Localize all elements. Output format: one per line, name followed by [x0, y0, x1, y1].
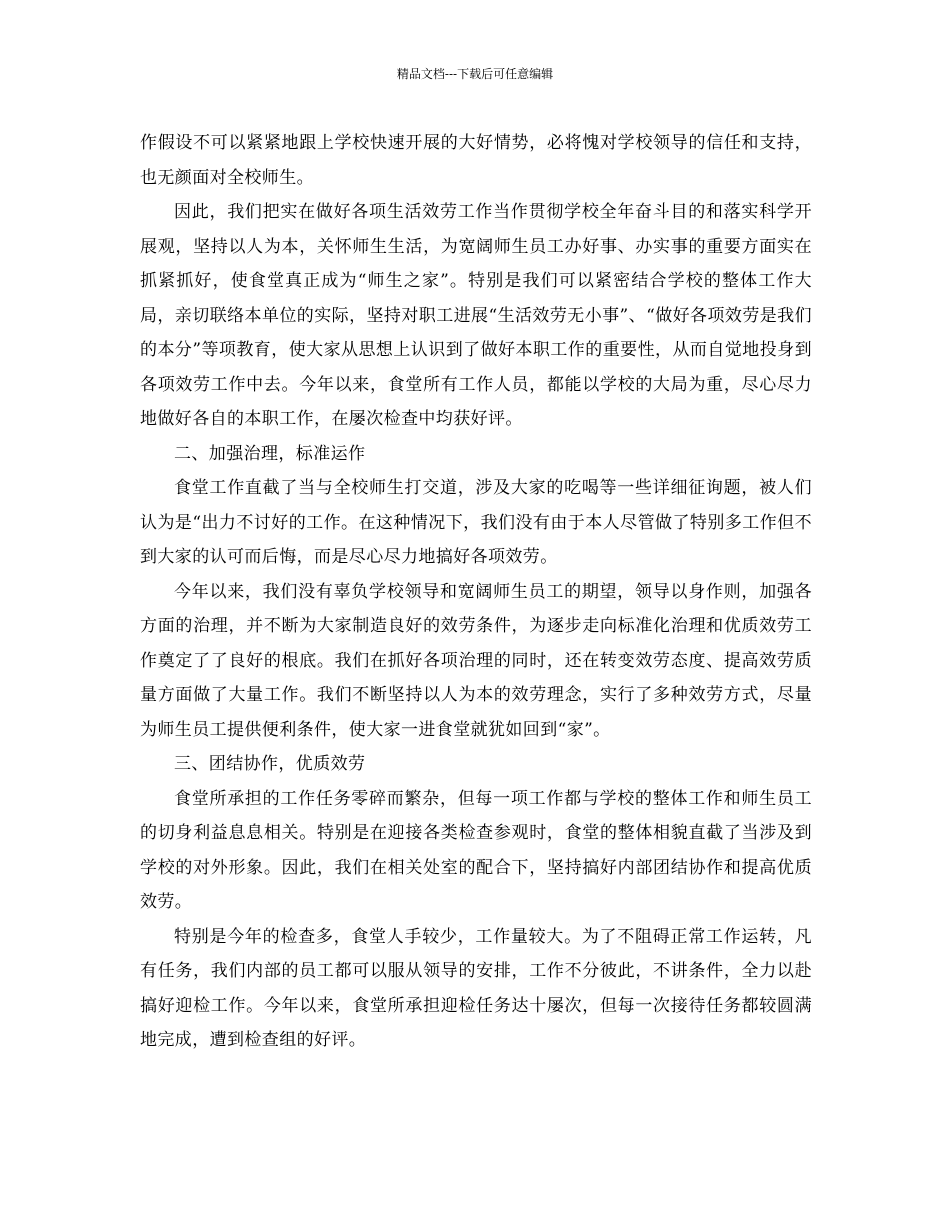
section-heading: 三、团结协作，优质效劳 [174, 754, 366, 774]
paragraph-continuation: 作假设不可以紧紧地跟上学校快速开展的大好情势，必将愧对学校领导的信任和支持，也无颜面对全校师生。 [140, 133, 812, 188]
paragraph: 特别是今年的检查多，食堂人手较少，工作量较大。为了不阻碍正常工作运转，凡有任务，我们内部的员工都可以服从领导的安排，工作不分彼此，不讲条件，全力以赴搞好迎检工作。今年以来，食堂所承担迎检任务达十屡次，但每一次接待任务都较圆满地完成，遭到检查组的好评。 [140, 926, 812, 1050]
paragraph: 因此，我们把实在做好各项生活效劳工作当作贯彻学校全年奋斗目的和落实科学开展观，坚持以人为本，关怀师生生活，为宽阔师生员工办好事、办实事的重要方面实在抓紧抓好，使食堂真正成为“师生之家”。特别是我们可以紧密结合学校的整体工作大局，亲切联络本单位的实际，坚持对职工进展“生活效劳无小事”、“做好各项效劳是我们的本分”等项教育，使大家从思想上认识到了做好本职工作的重要性，从而自觉地投身到各项效劳工作中去。今年以来，食堂所有工作人员，都能以学校的大局为重，尽心尽力地做好各自的本职工作，在屡次检查中均获好评。 [140, 202, 812, 429]
paragraph: 食堂所承担的工作任务零碎而繁杂，但每一项工作都与学校的整体工作和师生员工的切身利益息息相关。特别是在迎接各类检查参观时，食堂的整体相貌直截了当涉及到学校的对外形象。因此，我们在相关处室的配合下，坚持搞好内部团结协作和提高优质效劳。 [140, 788, 812, 912]
document-body [140, 126, 812, 1058]
paragraph: 今年以来，我们没有辜负学校领导和宽阔师生员工的期望，领导以身作则，加强各方面的治理，并不断为大家制造良好的效劳条件，为逐步走向标准化治理和优质效劳工作奠定了了良好的根底。我们在抓好各项治理的同时，还在转变效劳态度、提高效劳质量方面做了大量工作。我们不断坚持以人为本的效劳理念，实行了多种效劳方式，尽量为师生员工提供便利条件，使大家一进食堂就犹如回到“家”。 [140, 581, 812, 740]
page-header: 精品文档---下载后可任意编辑 [396, 67, 554, 81]
section-heading: 二、加强治理，标准运作 [174, 443, 366, 464]
paragraph: 食堂工作直截了当与全校师生打交道，涉及大家的吃喝等一些详细征询题，被人们认为是“出力不讨好的工作。在这种情况下，我们没有由于本人尽管做了特别多工作但不到大家的认可而后悔，而是尽心尽力地搞好各项效劳。 [140, 478, 812, 567]
